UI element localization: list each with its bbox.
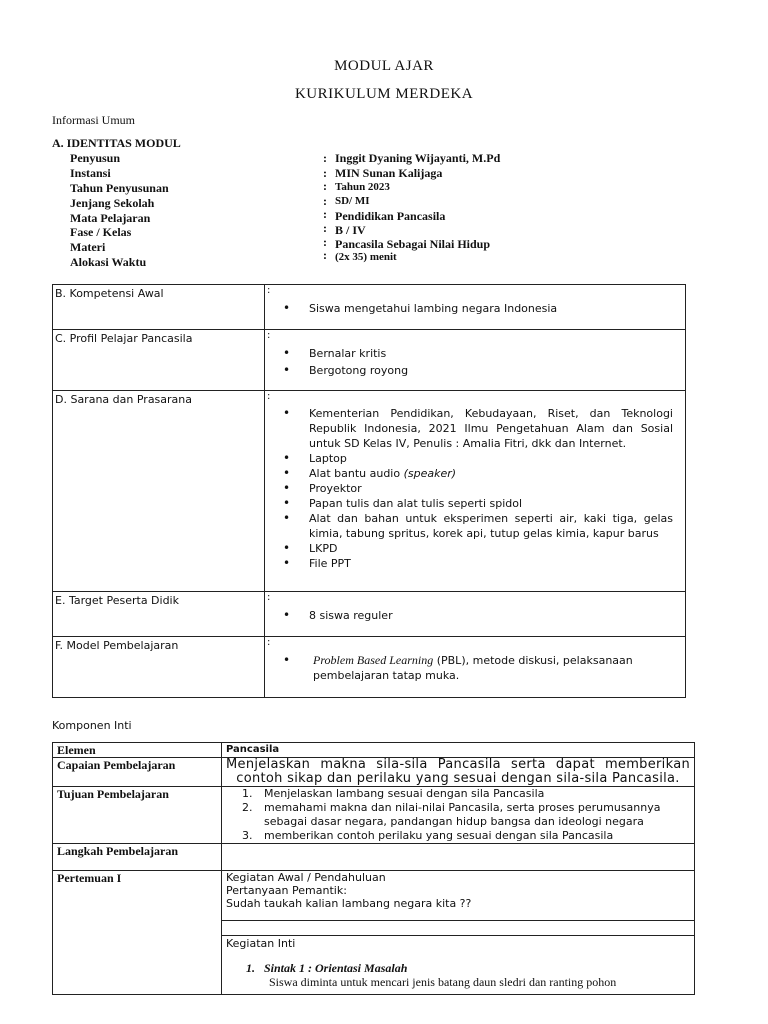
- tujuan-item: 2. memahami makna dan nilai-nilai Pancasila, serta proses perumusannya sebagai dasar negara, pandangan hidup bangsa dan ideologi negara: [256, 801, 690, 829]
- pbl-text: Problem Based Learning: [313, 653, 434, 667]
- mapel-value: Pendidikan Pancasila: [335, 209, 446, 223]
- list-item: [309, 653, 683, 683]
- tahun-label: Tahun Penyusunan: [70, 181, 169, 195]
- model-colon: :: [267, 637, 271, 648]
- jenjang-colon: :: [323, 194, 327, 208]
- list-item: • 8 siswa reguler: [309, 608, 683, 623]
- fase-label: Fase / Kelas: [70, 225, 132, 239]
- mapel-label: Mata Pelajaran: [70, 211, 151, 225]
- sintak-title: Sintak 1 : Orientasi Masalah: [264, 961, 408, 975]
- sarana-cell: [265, 391, 686, 592]
- list-item: • Proyektor: [309, 481, 683, 496]
- list-item: • Bernalar kritis: [309, 346, 683, 361]
- penyusun-colon: :: [323, 151, 327, 165]
- sarana-label: D. Sarana dan Prasarana: [53, 391, 265, 592]
- materi-colon: :: [323, 235, 327, 249]
- tujuan-cell: [222, 787, 695, 844]
- identitas-heading: A. IDENTITAS MODUL: [52, 136, 181, 150]
- komponen-inti-heading: Komponen Inti: [52, 719, 132, 732]
- alokasi-colon: :: [323, 248, 327, 262]
- kompetensi-label: B. Kompetensi Awal: [53, 285, 265, 330]
- elemen-row: [53, 743, 695, 758]
- profil-colon: :: [267, 330, 271, 341]
- target-colon: :: [267, 592, 271, 603]
- pertemuan-row: [53, 871, 695, 921]
- kegiatan-awal-heading: Kegiatan Awal / Pendahuluan: [226, 871, 386, 884]
- target-label: E. Target Peserta Didik: [53, 592, 265, 637]
- info-umum-heading: Informasi Umum: [52, 113, 135, 127]
- profil-cell: [265, 330, 686, 391]
- elemen-value: Pancasila: [222, 743, 695, 758]
- penyusun-label: Penyusun: [70, 151, 121, 165]
- jenjang-label: Jenjang Sekolah: [70, 196, 155, 210]
- list-item: • File PPT: [309, 556, 683, 571]
- pemantik-question: Sudah taukah kalian lambang negara kita ??: [226, 897, 472, 910]
- jenjang-value: SD/ MI: [335, 195, 370, 207]
- instansi-colon: :: [323, 166, 327, 180]
- penyusun-value: Inggit Dyaning Wijayanti, M.Pd: [335, 151, 501, 165]
- langkah-cell: [222, 844, 695, 871]
- materi-label: Materi: [70, 240, 106, 254]
- mapel-colon: :: [323, 207, 327, 221]
- sarana-colon: :: [267, 391, 271, 402]
- speaker-text: (speaker): [403, 467, 457, 480]
- tahun-colon: :: [323, 179, 327, 193]
- alokasi-label: Alokasi Waktu: [70, 255, 147, 269]
- pertanyaan-pemantik: Pertanyaan Pemantik:: [226, 884, 347, 897]
- fase-colon: :: [323, 221, 327, 235]
- list-item: • Laptop: [309, 451, 683, 466]
- pertemuan-label: Pertemuan I: [53, 871, 222, 995]
- profil-row: [53, 330, 686, 391]
- langkah-row: [53, 844, 695, 871]
- kegiatan-inti-heading: Kegiatan Inti: [226, 937, 296, 950]
- sintak-1-text: Siswa diminta untuk mencari jenis batang daun sledri dan ranting pohon: [269, 975, 617, 989]
- tujuan-item: 1. Menjelaskan lambang sesuai dengan sila Pancasila: [256, 787, 690, 801]
- fase-value: B / IV: [335, 223, 366, 237]
- capaian-row: [53, 758, 695, 787]
- list-item-text: Alat bantu audio: [309, 467, 404, 480]
- instansi-value: MIN Sunan Kalijaga: [335, 166, 443, 180]
- materi-value: Pancasila Sebagai Nilai Hidup: [335, 237, 491, 251]
- profil-label: C. Profil Pelajar Pancasila: [53, 330, 265, 391]
- document-subtitle: KURIKULUM MERDEKA: [294, 86, 474, 102]
- model-row: [53, 637, 686, 698]
- target-cell: [265, 592, 686, 637]
- alokasi-value: (2x 35) menit: [335, 251, 397, 263]
- capaian-label: Capaian Pembelajaran: [53, 758, 222, 787]
- tujuan-label: Tujuan Pembelajaran: [53, 787, 222, 844]
- model-cell: [265, 637, 686, 698]
- list-item: • Siswa mengetahui lambing negara Indonesia: [309, 301, 683, 316]
- model-rest-text: (PBL), metode diskusi, pelaksanaan pembelajaran tatap muka.: [313, 654, 633, 682]
- capaian-value: Menjelaskan makna sila-sila Pancasila serta dapat memberikan contoh sikap dan perilaku yang sesuai dengan sila-sila Pancasila.: [222, 758, 695, 787]
- kompetensi-row: [53, 285, 686, 330]
- document-title: MODUL AJAR: [334, 58, 434, 74]
- sintak-1-heading: [226, 961, 690, 975]
- model-label: F. Model Pembelajaran: [53, 637, 265, 698]
- tujuan-row: [53, 787, 695, 844]
- tujuan-item: 3. memberikan contoh perilaku yang sesuai dengan sila Pancasila: [256, 829, 690, 843]
- list-item: • LKPD: [309, 541, 683, 556]
- identitas-sections-table: [52, 284, 686, 698]
- target-row: [53, 592, 686, 637]
- kegiatan-inti-cell: [222, 936, 695, 995]
- sintak-number: 1.: [246, 961, 255, 975]
- komponen-inti-table: [52, 742, 695, 995]
- spacer-cell: [222, 921, 695, 936]
- kegiatan-awal-cell: [222, 871, 695, 921]
- kompetensi-colon: :: [267, 285, 271, 296]
- tahun-value: Tahun 2023: [335, 181, 390, 193]
- list-item: • Alat dan bahan untuk eksperimen seperti air, kaki tiga, gelas kimia, tabung spritus, korek api, tutup gelas kimia, kapur barus: [309, 511, 683, 541]
- list-item: • Kementerian Pendidikan, Kebudayaan, Riset, dan Teknologi Republik Indonesia, 2021 Ilmu Pengetahuan Alam dan Sosial untuk SD Kelas IV, Penulis : Amalia Fitri, dkk dan Internet.: [309, 406, 683, 451]
- list-item: • Papan tulis dan alat tulis seperti spidol: [309, 496, 683, 511]
- kompetensi-cell: [265, 285, 686, 330]
- instansi-label: Instansi: [70, 166, 111, 180]
- langkah-label: Langkah Pembelajaran: [53, 844, 222, 871]
- elemen-label: Elemen: [53, 743, 222, 758]
- list-item: • Bergotong royong: [309, 363, 683, 378]
- list-item: [309, 466, 683, 481]
- sarana-row: [53, 391, 686, 592]
